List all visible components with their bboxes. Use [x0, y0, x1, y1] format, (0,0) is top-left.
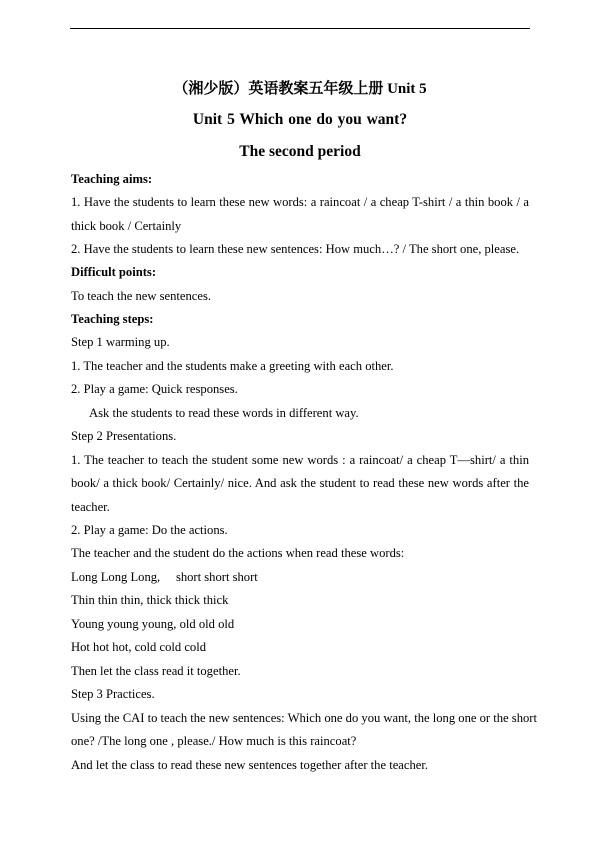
- step-3-line-3: And let the class to read these new sentences together after the teacher.: [71, 758, 429, 772]
- unit-title: Unit 5 Which one do you want?: [192, 111, 408, 128]
- step-3-line-1: Using the CAI to teach the new sentences: Which one do you want, the long one or the short: [71, 711, 537, 725]
- difficult-points-heading: Difficult points:: [71, 265, 157, 279]
- step-1-item-2: 2. Play a game: Quick responses.: [71, 382, 238, 396]
- chant-line-1: Long Long Long, short short short: [71, 570, 258, 584]
- period-title: The second period: [239, 143, 361, 160]
- step-1-item-1: 1. The teacher and the students make a greeting with each other.: [71, 359, 394, 373]
- step-2-item-2: 2. Play a game: Do the actions.: [71, 523, 228, 537]
- step-1-item-2-detail: Ask the students to read these words in different way.: [89, 406, 359, 420]
- chant-line-2: Thin thin thin, thick thick thick: [71, 593, 229, 607]
- teaching-steps-heading: Teaching steps:: [71, 312, 154, 326]
- aim-2: 2. Have the students to learn these new sentences: How much…? / The short one, please.: [71, 242, 520, 256]
- step-2-item-1-line-3: teacher.: [71, 500, 110, 514]
- step-1-heading: Step 1 warming up.: [71, 335, 170, 349]
- aim-1-line-2: thick book / Certainly: [71, 219, 182, 233]
- header-rule: [70, 28, 530, 29]
- step-2-item-1-line-2: book/ a thick book/ Certainly/ nice. And ask the student to read these new words after the: [71, 476, 529, 490]
- chant-line-3: Young young young, old old old: [71, 617, 235, 631]
- aim-1-line-1: 1. Have the students to learn these new words: a raincoat / a cheap T-shirt / a thin book / a: [71, 195, 529, 209]
- step-3-line-2: one? /The long one , please./ How much is this raincoat?: [71, 734, 357, 748]
- chant-closing: Then let the class read it together.: [71, 664, 241, 678]
- chinese-title: （湘少版）英语教案五年级上册 Unit 5: [173, 81, 427, 97]
- chant-line-4: Hot hot hot, cold cold cold: [71, 640, 207, 654]
- step-2-heading: Step 2 Presentations.: [71, 429, 177, 443]
- difficult-points-text: To teach the new sentences.: [71, 289, 212, 303]
- step-3-heading: Step 3 Practices.: [71, 687, 155, 701]
- teaching-aims-heading: Teaching aims:: [71, 172, 153, 186]
- step-2-item-1-line-1: 1. The teacher to teach the student some new words : a raincoat/ a cheap T—shirt/ a thin: [71, 453, 529, 467]
- actions-intro: The teacher and the student do the actions when read these words:: [71, 546, 405, 560]
